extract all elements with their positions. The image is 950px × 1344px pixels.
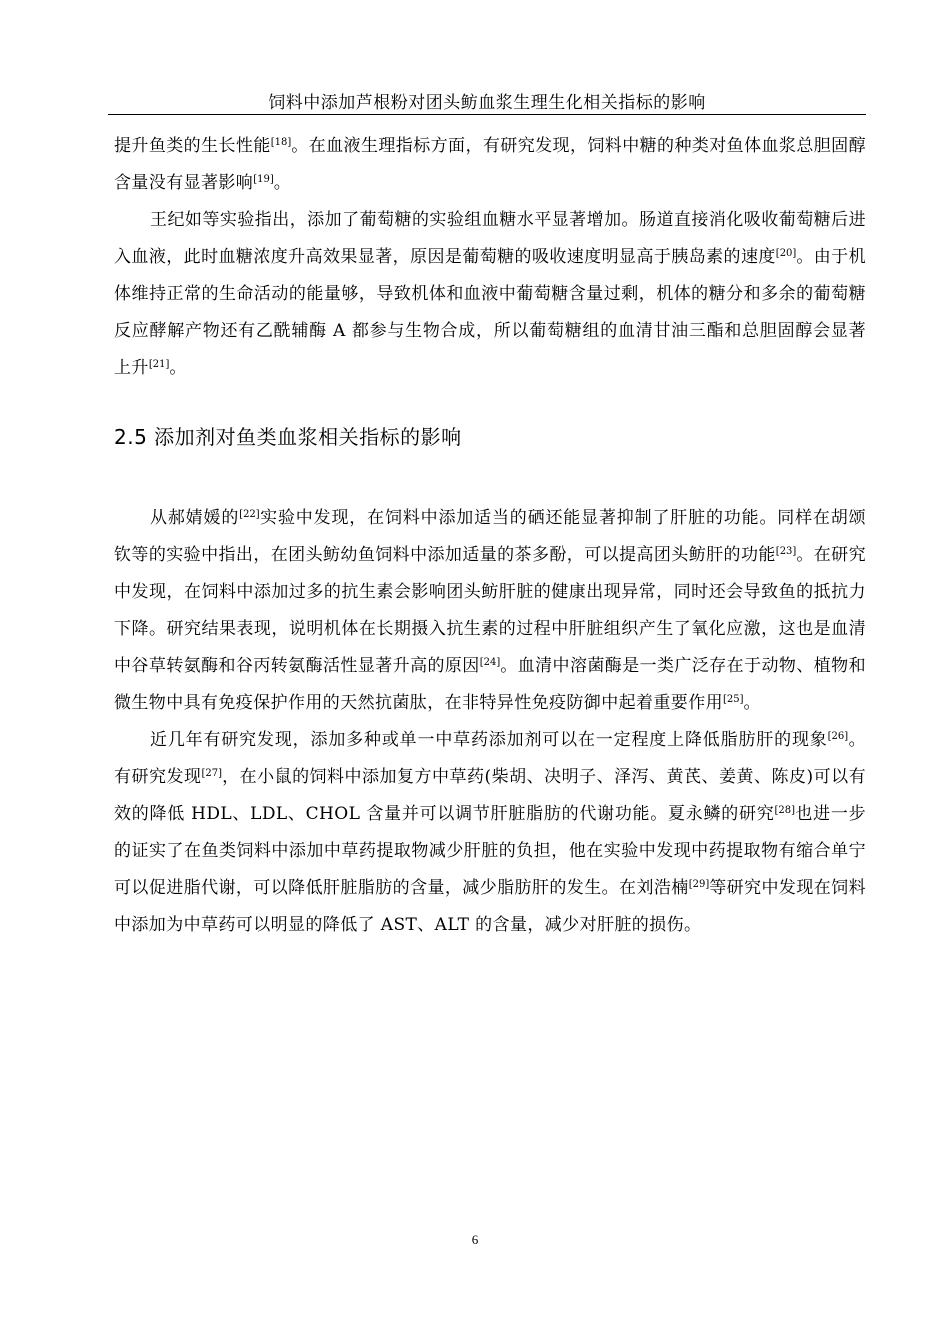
text-run: 从郝婧媛的 bbox=[150, 508, 240, 528]
paragraph-4 bbox=[114, 722, 866, 944]
citation-ref: [24] bbox=[479, 657, 501, 668]
citation-ref: [21] bbox=[148, 359, 170, 370]
citation-ref: [23] bbox=[775, 546, 797, 557]
citation-ref: [18] bbox=[270, 137, 292, 148]
citation-ref: [27] bbox=[201, 768, 222, 779]
text-run: 提升鱼类的生长性能 bbox=[114, 136, 271, 156]
citation-ref: [29] bbox=[688, 879, 710, 890]
text-run: 。 bbox=[169, 358, 187, 378]
text-run: 也进一步的证实了在鱼类饲料中添加中草药提取物减少肝脏的负担，他在实验中发现中药提取物有缩合单宁可以促进脂代谢，可以降低肝脏脂肪的含量，减少脂肪肝的发生。在刘浩楠 bbox=[114, 804, 866, 898]
citation-ref: [26] bbox=[827, 731, 849, 742]
body-text-top bbox=[114, 128, 866, 387]
text-run: 近几年有研究发现，添加多种或单一中草药添加剂可以在一定程度上降低脂肪肝的现象 bbox=[150, 730, 828, 750]
text-run: 王纪如等实验指出，添加了葡萄糖的实验组血糖水平显著增加。肠道直接消化吸收葡萄糖后进入血液，此时血糖浓度升高效果显著，原因是葡萄糖的吸收速度明显高于胰岛素的速度 bbox=[114, 210, 866, 267]
section-heading: 2.5 添加剂对鱼类血浆相关指标的影响 bbox=[114, 425, 462, 449]
running-header: 饲料中添加芦根粉对团头鲂血浆生理生化相关指标的影响 bbox=[268, 93, 706, 113]
text-run: 。血清中溶菌酶是一类广泛存在于动物、植物和微生物中具有免疫保护作用的天然抗菌肽，在非特异性免疫防御中起着重要作用 bbox=[114, 656, 866, 713]
text-run: 。在研究中发现，在饲料中添加过多的抗生素会影响团头鲂肝脏的健康出现异常，同时还会导致鱼的抵抗力下降。研究结果表现，说明机体在长期摄入抗生素的过程中肝脏组织产生了氧化应激，这也是血清中谷草转氨酶和谷丙转氨酶活性显著升高的原因 bbox=[114, 545, 866, 676]
citation-ref: [20] bbox=[775, 248, 797, 259]
citation-ref: [28] bbox=[774, 805, 796, 816]
text-run: 。 bbox=[273, 173, 292, 193]
text-run: 实验中发现，在饲料中添加适当的硒还能显著抑制了肝脏的功能。同样在胡颂钦等的实验中指出，在团头鲂幼鱼饲料中添加适量的茶多酚，可以提高团头鲂肝的功能 bbox=[114, 508, 866, 565]
text-run: 。在血液生理指标方面，有研究发现，饲料中糖的种类对鱼体血浆总胆固醇含量没有显著影响 bbox=[114, 136, 866, 193]
paragraph-2 bbox=[114, 202, 866, 387]
citation-ref: [19] bbox=[253, 174, 274, 185]
text-run: 等研究中发现在饲料中添加为中草药可以明显的降低了 AST、ALT 的含量，减少对肝脏的损伤。 bbox=[114, 878, 866, 935]
text-run: 。有研究发现 bbox=[114, 730, 866, 787]
body-text-bottom bbox=[114, 500, 866, 944]
text-run: 。由于机体维持正常的生命活动的能量够，导致机体和血液中葡萄糖含量过剩，机体的糖分和多余的葡萄糖反应酵解产物还有乙酰辅酶 A 都参与生物合成，所以葡萄糖组的血清甘油三酯和总胆固醇会显著上升 bbox=[114, 247, 866, 378]
header-rule bbox=[108, 114, 866, 115]
page-number: 6 bbox=[471, 1232, 479, 1247]
citation-ref: [22] bbox=[239, 509, 260, 520]
paragraph-3 bbox=[114, 500, 866, 722]
text-run: 。 bbox=[743, 693, 761, 713]
text-run: ，在小鼠的饲料中添加复方中草药(柴胡、决明子、泽泻、黄芪、姜黄、陈皮)可以有效的降低 HDL、LDL、CHOL 含量并可以调节肝脏脂肪的代谢功能。夏永鳞的研究 bbox=[114, 767, 866, 824]
paragraph-1 bbox=[114, 128, 866, 202]
citation-ref: [25] bbox=[723, 694, 744, 705]
